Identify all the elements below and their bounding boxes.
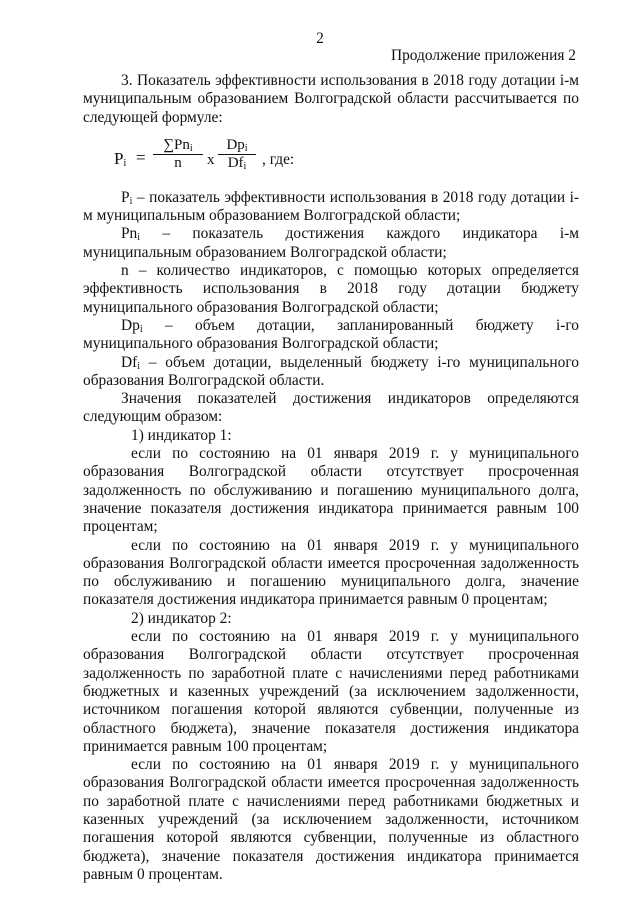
- paragraph: если по состоянию на 01 января 2019 г. у муниципального образования Волгоградской области имеется просроченная задолженность по обслуживанию и погашению муниципального долга, значение показателя достижения индикатора принимается равным 0 процентам;: [83, 536, 579, 609]
- paragraph: Значения показателей достижения индикаторов определяются следующим образом:: [83, 390, 579, 426]
- appendix-label: Продолжение приложения 2: [391, 47, 576, 64]
- fraction-subsidy: $Dp_i$ $Df_i$: [218, 137, 256, 172]
- formula-lhs: $P_i$: [114, 148, 127, 169]
- intro-paragraph: 3. Показатель эффективности использования в 2018 году дотации i-м муниципальным образованием Волгоградской области рассчитывается по следующей формуле:: [83, 72, 579, 126]
- formula: [83, 129, 579, 189]
- definition: $P_i$ – показатель эффективности использования в 2018 году дотации i-м муниципальным образованием Волгоградской области;: [83, 188, 579, 225]
- formula-times: x: [207, 151, 215, 168]
- list-heading: 1) индикатор 1:: [131, 426, 232, 444]
- page-number: 2: [316, 30, 324, 47]
- definition: $Df_i$ – объем дотации, выделенный бюджету i-го муниципального образования Волгоградской области.: [83, 353, 579, 389]
- paragraph: если по состоянию на 01 января 2019 г. у муниципального образования Волгоградской области имеется просроченная задолженность по заработной плате с начислениями перед работниками бюджетных и казенных учреждений (за исключением задолженности, источником погашения которой являются субвенции, полученные из областного бюджета), значение показателя достижения индикатора принимается равным 0 процентам.: [83, 756, 579, 883]
- fraction-indicators: $\sum Pn_i$ n: [153, 137, 203, 172]
- paragraph: если по состоянию на 01 января 2019 г. у муниципального образования Волгоградской области отсутствует просроченная задолженность по заработной плате с начислениями перед работниками бюджетных и казенных учреждений (за исключением задолженности, источником погашения которой являются субвенции, полученные из областного бюджета), значение показателя достижения индикатора принимается равным 100 процентам;: [83, 628, 579, 755]
- formula-tail: , где:: [262, 150, 295, 168]
- document-body: [83, 72, 579, 884]
- formula-equals: =: [136, 147, 146, 167]
- definition: $Dp_i$ – объем дотации, запланированный бюджету i-го муниципального образования Волгоградской области;: [83, 316, 579, 353]
- paragraph: если по состоянию на 01 января 2019 г. у муниципального образования Волгоградской области отсутствует просроченная задолженность по обслуживанию и погашению муниципального долга, значение показателя достижения индикатора принимается равным 100 процентам;: [83, 445, 579, 536]
- definition: n – количество индикаторов, с помощью которых определяется эффективность использования в 2018 году дотации бюджету муниципального образования Волгоградской области;: [83, 262, 579, 316]
- list-heading: 2) индикатор 2:: [131, 609, 232, 627]
- definition: $Pn_i$ – показатель достижения каждого индикатора i-м муниципальным образованием Волгоградской области;: [83, 225, 579, 261]
